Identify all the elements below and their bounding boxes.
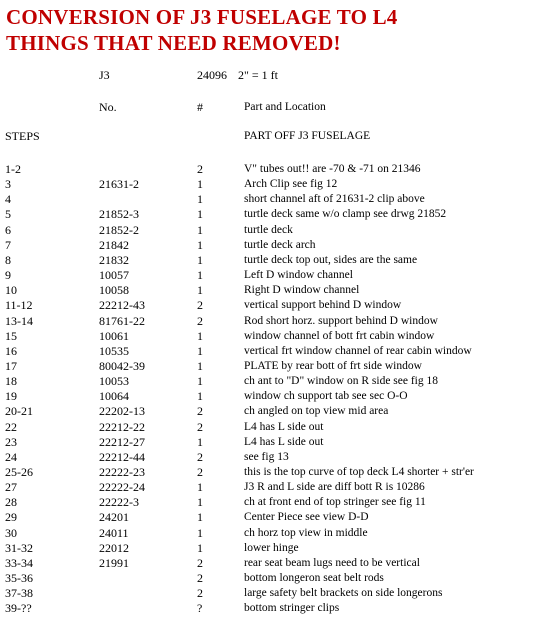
cell-step: 16 (5, 343, 17, 358)
cell-part-number: 22222-23 (99, 465, 145, 479)
cell-quantity: 2 (197, 586, 203, 601)
cell-description: turtle deck same w/o clamp see drwg 21852 (244, 208, 447, 221)
cell-step: 8 (5, 252, 11, 267)
cell-step: 10 (5, 283, 17, 298)
table-row (0, 297, 548, 313)
table-row (0, 540, 548, 556)
cell-quantity: 2 (197, 571, 203, 586)
table-row (0, 328, 548, 344)
table-row (0, 206, 548, 222)
table-row (0, 176, 548, 192)
header-part-location: Part and Location (244, 101, 326, 113)
page-title-line-1: CONVERSION OF J3 FUSELAGE TO L4 (6, 5, 398, 29)
cell-quantity: 1 (197, 237, 203, 252)
header-quantity: # (197, 100, 203, 114)
cell-description: bottom stringer clips (244, 602, 340, 615)
cell-quantity: 2 (197, 298, 203, 313)
header-model: J3 (99, 68, 110, 82)
table-row (0, 464, 548, 480)
cell-quantity: 1 (197, 374, 203, 389)
cell-quantity: 1 (197, 510, 203, 525)
header-drawing-number: 24096 (197, 68, 227, 82)
page-title-line-2: THINGS THAT NEED REMOVED! (6, 31, 341, 55)
cell-quantity: 1 (197, 207, 203, 222)
cell-description: lower hinge (244, 541, 299, 554)
cell-description: J3 R and L side are diff bott R is 10286 (244, 481, 425, 494)
cell-quantity: 1 (197, 283, 203, 298)
cell-quantity: 1 (197, 192, 203, 207)
table-row (0, 570, 548, 586)
cell-part-number: 22212-44 (99, 449, 145, 464)
table-row (0, 388, 548, 404)
cell-description: window channel of bott frt cabin window (244, 329, 435, 342)
cell-quantity: 1 (197, 540, 203, 555)
cell-description: window ch support tab see sec O-O (244, 390, 408, 403)
cell-description: see fig 13 (244, 450, 289, 463)
cell-quantity: 1 (197, 343, 203, 358)
cell-quantity: 2 (197, 404, 203, 419)
cell-step: 28 (5, 495, 17, 510)
cell-part-number: 22202-13 (99, 404, 145, 419)
cell-description: vertical frt window channel of rear cabin window (244, 344, 472, 357)
cell-step: 5 (5, 207, 11, 222)
cell-quantity: 2 (197, 162, 203, 176)
cell-step: 24 (5, 449, 17, 464)
table-row (0, 585, 548, 601)
table-row (0, 358, 548, 374)
header-part-number: No. (99, 100, 117, 114)
table-row (0, 222, 548, 238)
header-steps: STEPS (5, 129, 40, 143)
table-row (0, 313, 548, 329)
cell-quantity: 2 (197, 555, 203, 570)
cell-description: turtle deck top out, sides are the same (244, 253, 418, 266)
table-row (0, 419, 548, 435)
cell-quantity: ? (197, 601, 203, 616)
cell-part-number: 24201 (99, 510, 129, 525)
cell-step: 17 (5, 358, 17, 373)
cell-description: large safety belt brackets on side longerons (244, 587, 443, 600)
table-row (0, 555, 548, 571)
cell-description: L4 has L side out (244, 420, 324, 433)
cell-step: 20-21 (5, 404, 33, 419)
table-row (0, 479, 548, 495)
cell-description: Left D window channel (244, 269, 353, 282)
cell-part-number: 10061 (99, 328, 129, 343)
cell-description: short channel aft of 21631-2 clip above (244, 193, 425, 206)
cell-step: 11-12 (5, 298, 33, 313)
cell-description: Right D window channel (244, 284, 360, 297)
cell-description: this is the top curve of top deck L4 shorter + str'er (244, 466, 474, 478)
header-row-steps (0, 128, 548, 144)
cell-part-number: 81761-22 (99, 313, 145, 328)
cell-step: 27 (5, 480, 17, 495)
cell-description: Rod short horz. support behind D window (244, 314, 438, 327)
cell-step: 31-32 (5, 540, 33, 555)
cell-step: 7 (5, 237, 11, 252)
cell-step: 30 (5, 525, 17, 540)
cell-step: 15 (5, 328, 17, 343)
cell-part-number: 21631-2 (99, 177, 139, 192)
cell-step: 4 (5, 192, 11, 207)
table-row (0, 267, 548, 283)
header-part-off: PART OFF J3 FUSELAGE (244, 130, 371, 142)
table-row (0, 373, 548, 389)
cell-quantity: 1 (197, 328, 203, 343)
cell-step: 3 (5, 177, 11, 192)
cell-quantity: 1 (197, 389, 203, 404)
cell-step: 18 (5, 374, 17, 389)
cell-step: 13-14 (5, 313, 33, 328)
table-row (0, 403, 548, 419)
table-row (0, 343, 548, 359)
cell-description: Arch Clip see fig 12 (244, 178, 338, 191)
cell-part-number: 10058 (99, 283, 129, 298)
cell-part-number: 10057 (99, 268, 129, 283)
table-row (0, 509, 548, 525)
cell-part-number: 21852-2 (99, 222, 139, 237)
cell-description: rear seat beam lugs need to be vertical (244, 556, 420, 569)
cell-quantity: 1 (197, 434, 203, 449)
cell-quantity: 1 (197, 222, 203, 237)
cell-part-number: 22222-3 (99, 495, 139, 510)
table-row (0, 525, 548, 541)
table-row (0, 282, 548, 298)
cell-step: 6 (5, 222, 11, 237)
cell-part-number: 21832 (99, 252, 129, 267)
cell-quantity: 1 (197, 495, 203, 510)
cell-quantity: 1 (197, 358, 203, 373)
cell-part-number: 10053 (99, 374, 129, 389)
table-row (0, 161, 548, 177)
header-row-columns (0, 99, 548, 115)
table-row (0, 494, 548, 510)
cell-step: 39-?? (5, 601, 32, 616)
cell-step: 25-26 (5, 465, 33, 479)
cell-step: 1-2 (5, 162, 21, 176)
cell-part-number: 21991 (99, 555, 129, 570)
cell-step: 29 (5, 510, 17, 525)
cell-quantity: 1 (197, 177, 203, 192)
cell-quantity: 2 (197, 465, 203, 479)
cell-quantity: 2 (197, 419, 203, 434)
cell-part-number: 22212-27 (99, 434, 145, 449)
cell-description: PLATE by rear bott of frt side window (244, 359, 422, 372)
cell-part-number: 80042-39 (99, 358, 145, 373)
cell-step: 9 (5, 268, 11, 283)
cell-step: 22 (5, 419, 17, 434)
cell-step: 19 (5, 389, 17, 404)
cell-quantity: 1 (197, 525, 203, 540)
cell-quantity: 1 (197, 268, 203, 283)
table-row (0, 600, 548, 616)
cell-step: 37-38 (5, 586, 33, 601)
cell-part-number: 22222-24 (99, 480, 145, 495)
table-row (0, 191, 548, 207)
table-row (0, 434, 548, 450)
cell-part-number: 21852-3 (99, 207, 139, 222)
cell-description: L4 has L side out (244, 435, 324, 448)
cell-part-number: 10064 (99, 389, 129, 404)
cell-description: turtle deck arch (244, 238, 316, 251)
cell-step: 23 (5, 434, 17, 449)
cell-part-number: 24011 (99, 525, 129, 540)
cell-description: turtle deck (244, 223, 293, 236)
cell-description: V" tubes out!! are -70 & -71 on 21346 (244, 163, 421, 175)
cell-description: Center Piece see view D-D (244, 511, 369, 524)
header-scale: 2" = 1 ft (238, 68, 278, 82)
cell-description: ch ant to "D" window on R side see fig 18 (244, 375, 439, 388)
header-row-model (0, 67, 548, 83)
cell-quantity: 1 (197, 480, 203, 495)
cell-description: bottom longeron seat belt rods (244, 572, 384, 585)
cell-description: ch at front end of top stringer see fig 11 (244, 496, 426, 509)
table-row (0, 449, 548, 465)
cell-description: ch horz top view in middle (244, 526, 368, 539)
table-row (0, 252, 548, 268)
cell-part-number: 22012 (99, 540, 129, 555)
cell-part-number: 21842 (99, 237, 129, 252)
cell-step: 35-36 (5, 571, 33, 586)
cell-description: vertical support behind D window (244, 299, 402, 312)
cell-quantity: 1 (197, 252, 203, 267)
cell-part-number: 22212-43 (99, 298, 145, 313)
cell-quantity: 2 (197, 449, 203, 464)
cell-quantity: 2 (197, 313, 203, 328)
cell-description: ch angled on top view mid area (244, 405, 389, 418)
table-row (0, 237, 548, 253)
cell-part-number: 10535 (99, 343, 129, 358)
cell-step: 33-34 (5, 555, 33, 570)
cell-part-number: 22212-22 (99, 419, 145, 434)
